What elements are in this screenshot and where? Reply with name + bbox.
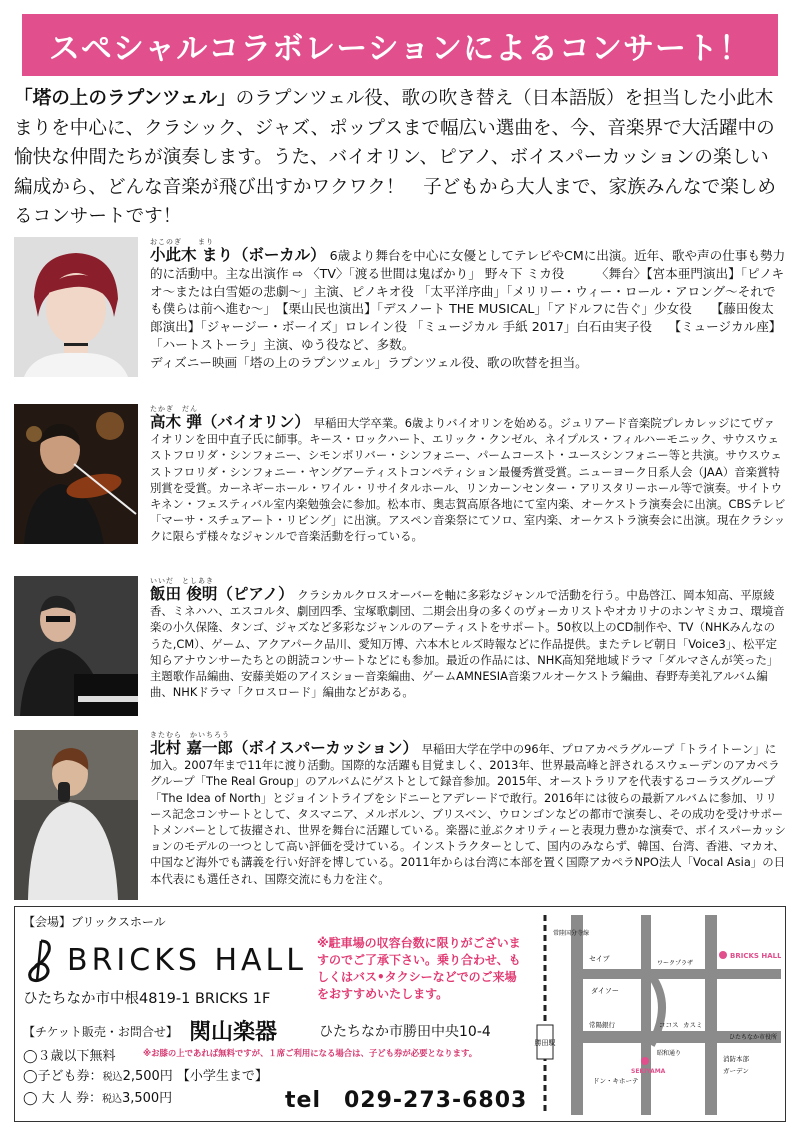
profile-bio: 早稲田大学卒業。6歳よりバイオリンを始める。ジュリアード音楽院プレカレッジにてヴァイオリンを田中直子氏に師事。キース・ロックハート、エリック・クンゼル、ネイプルス・フィルハーモニック、サウスウェストフロリダ・シンフォニー、シモンボリバー・シンフォニー、パームコースト・ユースシンフォニー等と共演。サウスウェストフロリダ・シンフォニー・ヤングアーティストコンペティション最優秀賞受賞。ニューヨーク日系人会（JAA）音楽賞特別賞を受賞。カーネギーホール・ワイル・リサイタルホール、リンカーンセンター・アリスタリーホール等で演奏。サイトウキネン・フェスティバル室内楽勉強会に参加。松本市、奥志賀高原各地にて室内楽、オーケストラ演奏会に出演。CBSテレビ「マーサ・スチュアート・リビング」に出演。アスペン音楽祭にてソロ、室内楽、オーケストラ演奏会に出演。現在クラシックに限らず様々なジャンルで音楽活動を行っている。: [150, 416, 786, 544]
info-box: [14, 906, 786, 1122]
profile-bio-extra: ディズニー映画「塔の上のラプンツェル」ラプンツェル役、歌の吹替を担当。: [150, 354, 588, 370]
adult-price: 3,500円: [121, 1091, 173, 1106]
intro-paragraph: [14, 84, 786, 232]
clef-icon: [23, 937, 57, 983]
map-label-garden: ガーデン: [723, 1067, 749, 1075]
price-adult: [23, 1087, 172, 1106]
name-ruby: いいだ としあき: [150, 577, 214, 585]
intro-body: のラプンツェル役、歌の吹き替え（日本語版）を担当した小此木まりを中心に、クラシック、ジャズ、ポップスまで幅広い選曲を、今、音楽界で大活躍中の愉快な仲間たちが演奏します。うた、バイオリン、ピアノ、ボイスパーカッションの楽しい編成から、どんな音楽が飛び出すかワクワク！ 子どもから大人まで、家族みんなで楽しめるコンサートです！: [14, 88, 776, 227]
profile-name: 北村 嘉一郎（ボイスパーカッション）: [150, 739, 418, 757]
map-label-cocos: ココス: [659, 1021, 679, 1029]
name-ruby: おこのぎ まり: [150, 238, 214, 246]
map-label-seven: セイブ: [589, 955, 610, 963]
logo-text: BRICKS HALL: [67, 942, 307, 978]
profile-text-iida: [150, 576, 786, 700]
profile-name: 小此木 まり（ボーカル）: [150, 246, 326, 264]
venue-address: ひたちなか市中根4819-1 BRICKS 1F: [23, 991, 271, 1007]
profile-text-kitamura: [150, 730, 786, 887]
shop-name: 関山楽器: [189, 1020, 278, 1045]
price-free: ◯３歳以下無料: [23, 1049, 116, 1064]
banner-title: スペシャルコラボレーションによるコンサート！: [48, 30, 752, 67]
map-label-cityhall: ひたちなか市役所: [729, 1034, 778, 1041]
adult-prefix: 税込: [101, 1094, 122, 1105]
bricks-hall-logo: [23, 935, 307, 985]
map-label-bank: 常陽銀行: [589, 1021, 615, 1029]
map-label-station: 勝田駅: [534, 1039, 556, 1047]
photo-takagi: [14, 404, 138, 544]
free-note: ※お膝の上であれば無料ですが、１席ご利用になる場合は、子ども券が必要となります。: [143, 1048, 478, 1058]
name-ruby: たかぎ だん: [150, 405, 198, 413]
profile-bio: クラシカルクロスオーバーを軸に多彩なジャンルで活動を行う。中島啓江、岡本知高、平原綾香、ミネハハ、エスコルタ、劇団四季、宝塚歌劇団、二期会出身の多くのヴォーカリストやオカリナのホンヤミカコ、環境音楽の小久保隆、タンゴ、ジャズなど多彩なジャンルのアーティストをサポート。50枚以上のCD制作や、TV（NHKみんなのうた,CM）、ゲーム、アクアパーク品川、愛知万博、六本木ヒルズ時報などに作品提供。またテレビ朝日「Voice3」、松平定知らアナウンサーたちとの朗読コンサートなどにも参加。最近の作品には、NHK高知発地域ドラマ「ダルマさんが笑った」主題歌作品編曲、安藤美姫のアイスショー音楽編曲、ゲームAMNESIA音楽フルオーケストラ編曲、春野寿美礼アルバム編曲、NHKドラマ「クロスロード」編曲などがある。: [150, 588, 785, 700]
photo-kitamura: [14, 730, 138, 900]
price-child: [23, 1065, 268, 1084]
access-map: [533, 915, 781, 1115]
photo-ookonogi: [14, 237, 138, 377]
profile-bio: 6歳より舞台を中心に女優としてテレビやCMに出演。近年、歌や声の仕事も勢力的に活動中。主な出演作 ⇨ 〈TV〉「渡る世間は鬼ばかり」 野々下 ミカ役 〈舞台〉【宮本亜門演出】「ピノキオ〜または白雪姫の悲劇〜」主演、ピノキオ役 「太平洋序曲」「メリリー・ウィー・ロール・アロング〜それでも僕らは前へ進む〜」 【栗山民也演出】「デスノート THE MUSICAL」「アドルフに告ぐ」少女役 【藤田俊太郎演出】「ジャージー・ボーイズ」ロレイン役 「ミュージカル 手紙 2017」白石由実子役 【ミュージカル座】「ハートストーラ」主演、ゆう役など、多数。: [150, 248, 786, 352]
child-label: ◯子ども券：: [23, 1069, 103, 1084]
profile-text-takagi: [150, 404, 786, 545]
map-label-hotel: ワークプラザ: [657, 960, 694, 967]
profile-name: 飯田 俊明（ピアノ）: [150, 585, 294, 603]
ticket-label: 【チケット販売・お問合せ】: [23, 1025, 178, 1039]
child-suffix: 【小学生まで】: [176, 1069, 268, 1084]
map-label-daisou: ダイソー: [591, 987, 619, 995]
child-price: 2,500円: [122, 1069, 173, 1084]
telephone: tel 029-273-6803: [285, 1088, 528, 1113]
intro-lead: 「塔の上のラプンツェル」: [14, 88, 236, 109]
shop-address: ひたちなか市勝田中央10-4: [319, 1024, 491, 1040]
map-label-street: 昭和通り: [657, 1050, 682, 1057]
profile-text-ookonogi: [150, 237, 786, 372]
map-label-fire: 消防本部: [723, 1055, 749, 1063]
parking-note: ※駐車場の収容台数に限りがございますのでご了承下さい。乗り合わせ、もしくはバス•タクシーなどでのご来場をおすすめいたします。: [317, 936, 521, 1001]
map-label-kasumi: カスミ: [683, 1021, 703, 1029]
adult-label: ◯ 大 人 券：: [23, 1091, 102, 1106]
profile-bio: 早稲田大学在学中の96年、プロアカペラグループ「トライトーン」に加入。2007年まで11年に渡り活動。国際的な活躍も目覚ましく、2013年、世界最高峰と評されるスウェーデンのアカペラグループ「The Real Group」のアルバムにゲストとして録音参加。2015年、オーストラリアを代表するコーラスグループ「The Idea of North」とジョイントライブをシドニーとアデレードで敢行。2016年には彼らの最新アルバムに参加、リリース記念コンサートとして、タスマニア、メルボルン、ブリスベン、ウロンゴンなどの都市で演奏し、その成功を受けサポートメンバーとして抜擢され、世界を舞台に活躍している。楽器に並ぶクオリティーと表現力豊かな演奏で、ボイスパーカッションのモデルの一つとして高い評価を受けている。インストラクターとして、国内のみならず、韓国、台湾、香港、マカオ、中国など海外でも講義を行い好評を博している。2011年からは台湾に本部を置く国際アカペラNPO法人「Vocal Asia」の日本代表にも選任され、国際交流にも力を注ぐ。: [150, 742, 786, 886]
profile-name: 高木 弾（バイオリン）: [150, 413, 310, 431]
venue-label: 【会場】ブリックスホール: [23, 915, 166, 929]
map-label-sekiyama: SEKIYAMA: [631, 1068, 666, 1075]
map-label-bricks: BRICKS HALL: [730, 952, 781, 960]
map-label-north: 常陸国分寺線: [553, 930, 590, 937]
name-ruby: きたむら かいちろう: [150, 731, 230, 739]
child-prefix: 税込: [102, 1072, 123, 1083]
map-label-donki: ドン・キホーテ: [593, 1077, 639, 1085]
photo-iida: [14, 576, 138, 716]
title-banner: [22, 14, 778, 76]
